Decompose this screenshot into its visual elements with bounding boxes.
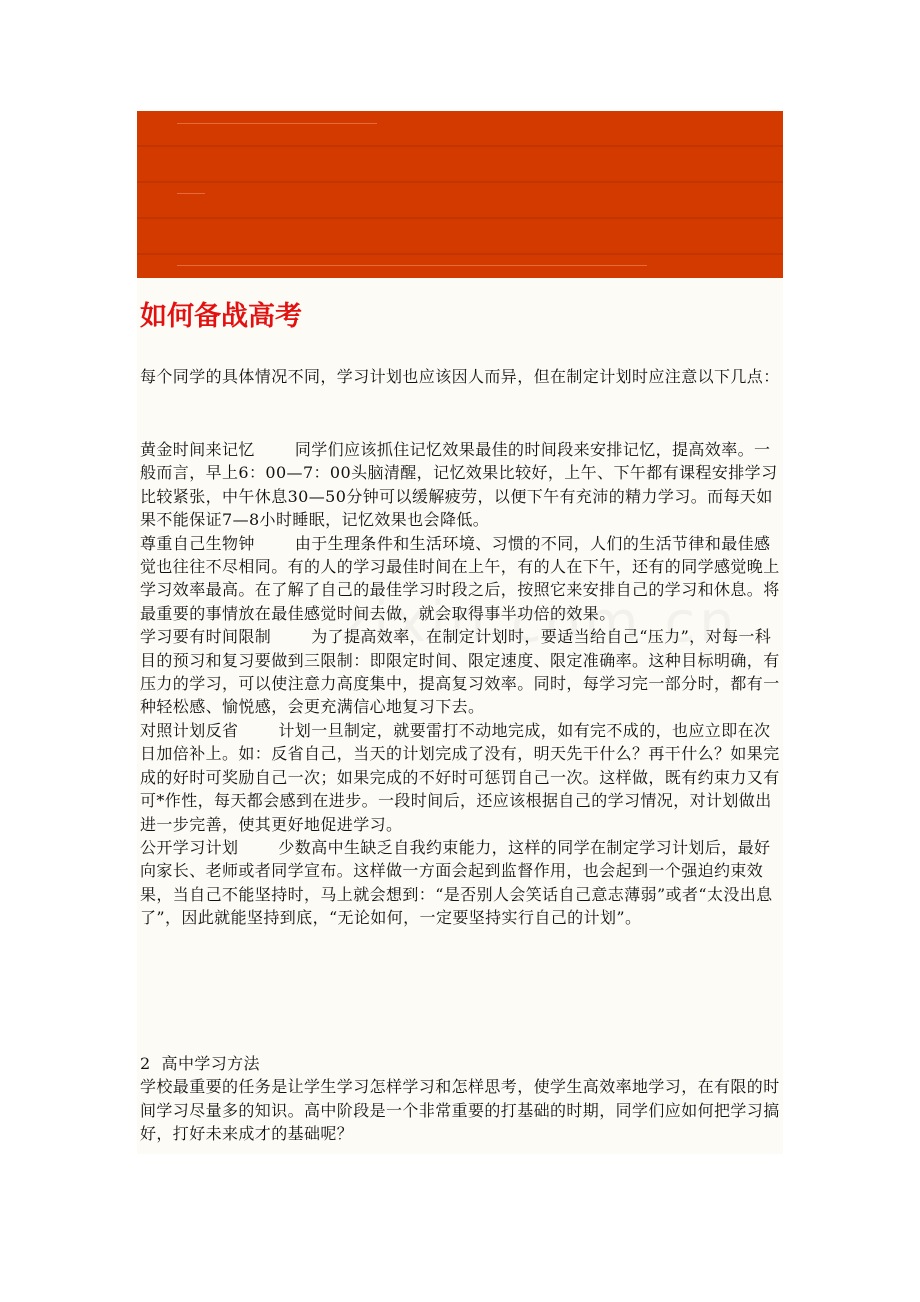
tip-heading: 公开学习计划 [140, 837, 239, 857]
tips-list [140, 438, 782, 930]
tip-body: 同学们应该抓住记忆效果最佳的时间段来安排记忆，提高效率。一般而言，早上6：00—7：00头脑清醒，记忆效果比较好，上午、下午都有课程安排学习比较紧张，中午休息30—50分钟可以缓解疲劳，以便下午有充沛的精力学习。而每天如果不能保证7—8小时睡眠，记忆效果也会降低。 [140, 440, 778, 530]
tip-heading: 黄金时间来记忆 [140, 440, 255, 459]
tip-paragraph [140, 836, 782, 930]
tip-body: 由于生理条件和生活环境、习惯的不同，人们的生活节律和最佳感觉也往往不尽相同。有的人的学习最佳时间在上午，有的人在下午，还有的同学感觉晚上学习效率最高。在了解了自己的最佳学习时段之后，按照它来安排自己的学习和休息。将最重要的事情放在最佳感觉时间去做，就会取得事半功倍的效果。 [140, 533, 780, 623]
section-2-heading: 2 高中学习方法 [140, 1054, 260, 1073]
banner-stripe [137, 181, 783, 183]
page-title: 如何备战高考 [140, 301, 302, 332]
banner-line [177, 265, 647, 266]
tip-body: 为了提高效率，在制定计划时，要适当给自己“压力”，对每一科目的预习和复习要做到三限制：即限定时间、限定速度、限定准确率。这种目标明确，有压力的学习，可以使注意力高度集中，提高复习效率。同时，每学习完一部分时，都有一种轻松感、愉悦感，会更充满信心地复习下去。 [140, 627, 780, 717]
intro-paragraph [140, 365, 782, 388]
tip-paragraph [140, 719, 782, 836]
banner-line [177, 193, 205, 194]
section-2-body: 学校最重要的任务是让学生学习怎样学习和怎样思考，使学生高效率地学习，在有限的时间学习尽量多的知识。高中阶段是一个非常重要的打基础的时期，同学们应如何把学习搞好，打好未来成才的基础呢？ [140, 1077, 780, 1144]
tip-heading: 对照计划反省 [140, 720, 239, 740]
tip-heading: 学习要有时间限制 [140, 627, 272, 647]
section-2 [140, 1052, 782, 1146]
banner-stripe [137, 253, 783, 255]
tip-body: 计划一旦制定，就要雷打不动地完成，如有完不成的，也应立即在次日加倍补上。如：反省自己，当天的计划完成了没有，明天先干什么？再干什么？如果完成的好时可奖励自己一次；如果完成的不好时可惩罚自己一次。这样做，既有约束力又有可*作性，每天都会感到在进步。一段时间后，还应该根据自己的学习情况，对计划做出进一步完善，使其更好地促进学习。 [140, 720, 780, 834]
header-banner [137, 111, 783, 278]
tip-body: 少数高中生缺乏自我约束能力，这样的同学在制定学习计划后，最好向家长、老师或者同学宣布。这样做一方面会起到监督作用，也会起到一个强迫约束效果，当自己不能坚持时，马上就会想到：“是否别人会笑话自己意志薄弱”或者“太没出息了”，因此就能坚持到底，“无论如何，一定要坚持实行自己的计划”。 [140, 837, 773, 928]
banner-stripe [137, 217, 783, 219]
tip-paragraph [140, 625, 782, 719]
tip-paragraph [140, 438, 782, 532]
intro-text: 每个同学的具体情况不同，学习计划也应该因人而异，但在制定计划时应注意以下几点： [140, 367, 780, 386]
banner-line [177, 123, 377, 124]
tip-heading: 尊重自己生物钟 [140, 533, 255, 553]
tip-paragraph [140, 532, 782, 626]
banner-stripe [137, 145, 783, 147]
